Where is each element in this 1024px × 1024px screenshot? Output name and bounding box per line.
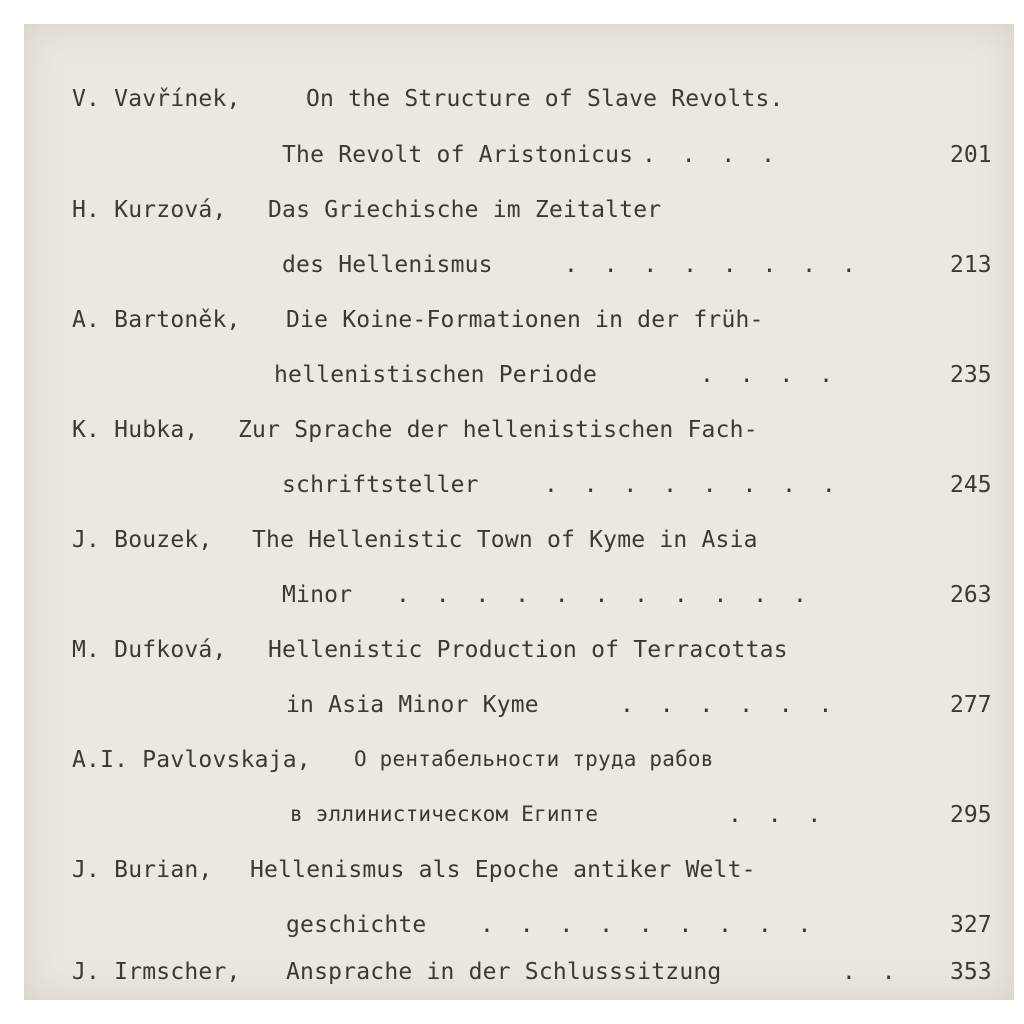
entry-title-line2: в эллинистическом Египте [290,802,599,826]
entry-leader-dots: . . . . . . [620,692,839,718]
entry-leader-dots: . . . [728,802,828,828]
entry-title-line1: The Hellenistic Town of Kyme in Asia [252,527,758,553]
entry-title-line2: des Hellenismus [282,252,493,278]
entry-author: V. Vavřínek, [72,86,241,112]
entry-author: J. Irmscher, [72,959,241,985]
entry-page-number: 295 [950,802,992,828]
entry-page-number: 245 [950,472,992,498]
entry-author: J. Burian, [72,857,213,883]
entry-leader-dots: . . . . . . . . . [480,912,818,938]
entry-leader-dots: . . . . . . . . [544,472,842,498]
entry-title-line2: Minor [282,582,353,608]
entry-title-line2: The Revolt of Aristonicus [282,142,634,168]
entry-title-line1: Hellenismus als Epoche antiker Welt- [250,857,756,883]
entry-title-line1: Ansprache in der Schlusssitzung [286,959,722,985]
entry-title-line1: Die Koine-Formationen in der früh- [286,307,764,333]
entry-author: A.I. Pavlovskaja, [72,747,311,773]
entry-title-line1: Zur Sprache der hellenistischen Fach- [238,417,758,443]
entry-title-line1: On the Structure of Slave Revolts. [306,86,784,112]
entry-page-number: 201 [950,142,992,168]
entry-author: M. Dufková, [72,637,227,663]
entry-title-line1: Hellenistic Production of Terracottas [268,637,788,663]
entry-title-line2: in Asia Minor Kyme [286,692,539,718]
document-page [24,24,1014,1000]
entry-title-line2: geschichte [286,912,427,938]
entry-page-number: 213 [950,252,992,278]
entry-page-number: 235 [950,362,992,388]
entry-author: H. Kurzová, [72,197,227,223]
entry-title-line2: schriftsteller [282,472,479,498]
entry-leader-dots: . . [842,959,902,985]
entry-title-line1: Das Griechische im Zeitalter [268,197,662,223]
entry-author: J. Bouzek, [72,527,213,553]
entry-leader-dots: . . . . [642,142,781,168]
entry-leader-dots: . . . . . . . . . . . [396,582,813,608]
entry-leader-dots: . . . . . . . . [564,252,862,278]
entry-page-number: 277 [950,692,992,718]
entry-title-line2: hellenistischen Periode [274,362,598,388]
entry-page-number: 353 [950,959,992,985]
entry-page-number: 263 [950,582,992,608]
entry-author: A. Bartoněk, [72,307,241,333]
entry-page-number: 327 [950,912,992,938]
entry-title-line1: О рентабельности труда рабов [354,747,714,771]
entry-leader-dots: . . . . [700,362,839,388]
entry-author: K. Hubka, [72,417,199,443]
